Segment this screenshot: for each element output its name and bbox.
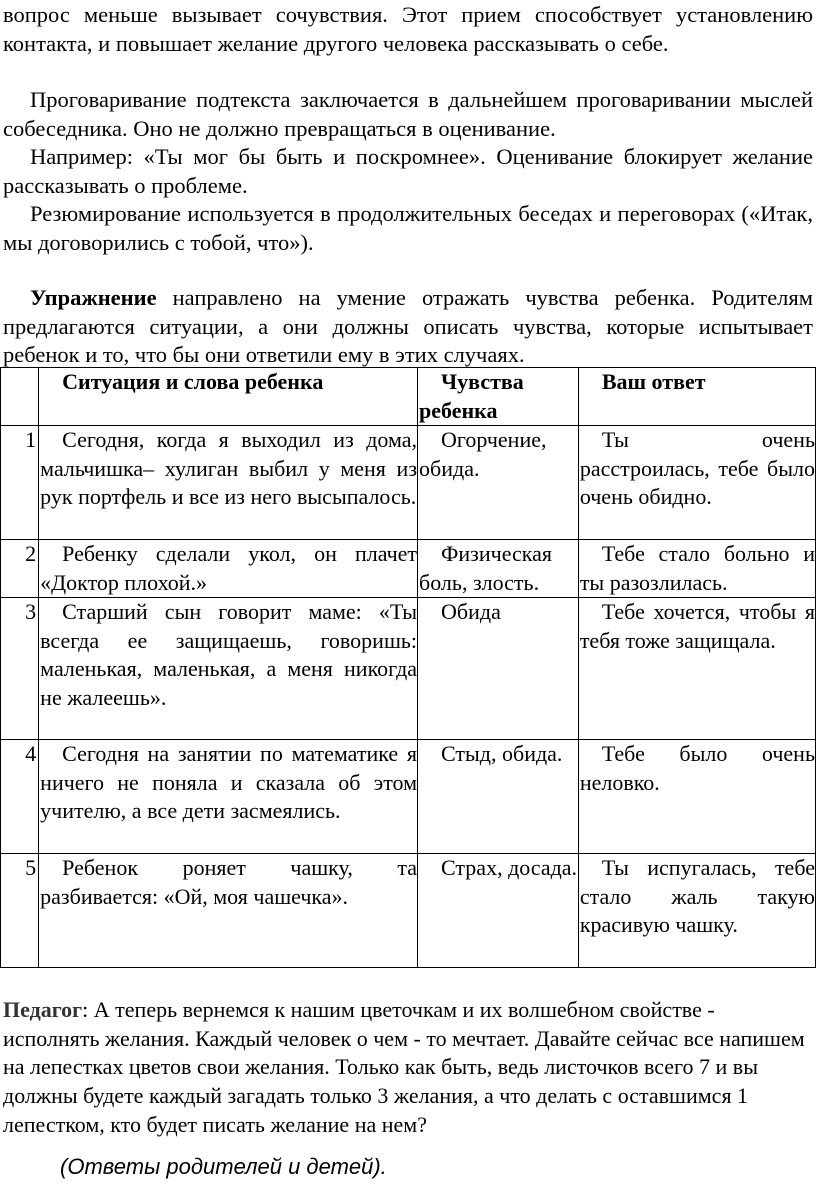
row-number: 4 [1, 740, 39, 854]
row-situation: Сегодня на занятии по математике я ничего не поняла и сказала об этом учителю, а все дети засмеялись. [39, 740, 418, 854]
paragraph-teacher [3, 996, 813, 1140]
row-number: 1 [1, 426, 39, 540]
row-answer: Тебе хочется, чтобы я тебя тоже защищала. [578, 598, 815, 740]
row-situation: Ребенок роняет чашку, та разбивается: «Ой, моя чашечка». [39, 854, 418, 968]
row-answer: Ты испугалась, тебе стало жаль такую красивую чашку. [578, 854, 815, 968]
teacher-text: А теперь вернемся к нашим цветочкам и их волшебном свойстве - исполнять желания. Каждый человек о чем - то мечтает. Давайте сейчас все напишем на лепестках цветов свои желания. Только как быть, ведь листочков всего 7 и вы должны будете каждый загадать только 3 желания, а что делать с оставшимся 1 лепестком, кто будет писать желание на нем? [3, 997, 805, 1137]
row-feelings: Физическая боль, злость. [418, 540, 579, 598]
paragraph-subtext: Проговаривание подтекста заключается в дальнейшем проговаривании мыслей собеседника. Оно не должно превращаться в оценивание. [3, 87, 813, 141]
row-answer: Тебе стало больно и ты разозлилась. [578, 540, 815, 598]
row-answer: Ты очень расстроилась, тебе было очень обидно. [578, 426, 815, 540]
header-answer: Ваш ответ [578, 368, 815, 426]
header-feelings: Чувства ребенка [418, 368, 579, 426]
row-feelings: Страх, досада. [418, 854, 579, 968]
row-feelings: Обида [418, 598, 579, 740]
header-situation: Ситуация и слова ребенка [39, 368, 418, 426]
table-row [1, 598, 816, 740]
exercise-table [0, 367, 816, 968]
table-row [1, 740, 816, 854]
speaker-colon: : [82, 997, 89, 1022]
header-number [1, 368, 39, 426]
table-row [1, 540, 816, 598]
exercise-label: Упражнение [30, 285, 157, 310]
speaker-label: Педагог [3, 997, 83, 1022]
paragraph-summary: Резюмирование используется в продолжительных беседах и переговорах («Итак, мы договорились с тобой, что»). [3, 201, 813, 255]
paragraph-exercise [3, 284, 813, 370]
row-situation: Старший сын говорит маме: «Ты всегда ее защищаешь, говоришь: маленькая, маленькая, а меня никогда не жалеешь». [39, 598, 418, 740]
table-row [1, 426, 816, 540]
paragraph-example: Например: «Ты мог бы быть и поскромнее». Оценивание блокирует желание рассказывать о проблеме. [3, 144, 813, 198]
row-situation: Ребенку сделали укол, он плачет «Доктор плохой.» [39, 540, 418, 598]
row-number: 3 [1, 598, 39, 740]
row-situation: Сегодня, когда я выходил из дома, мальчишка– хулиган выбил у меня из рук портфель и все из него высыпалось. [39, 426, 418, 540]
row-number: 5 [1, 854, 39, 968]
answers-note: (Ответы родителей и детей). [60, 1154, 387, 1179]
row-feelings: Стыд, обида. [418, 740, 579, 854]
row-number: 2 [1, 540, 39, 598]
row-feelings: Огорчение, обида. [418, 426, 579, 540]
table-header-row [1, 368, 816, 426]
exercise-text: направлено на умение отражать чувства ребенка. Родителям предлагаются ситуации, а они должны описать чувства, которые испытывает ребенок и то, что бы они ответили ему в этих случаях. [3, 285, 813, 367]
row-answer: Тебе было очень неловко. [578, 740, 815, 854]
table-row [1, 854, 816, 968]
paragraph-sympathy: вопрос меньше вызывает сочувствия. Этот прием способствует установлению контакта, и повышает желание другого человека рассказывать о себе. [3, 2, 813, 56]
